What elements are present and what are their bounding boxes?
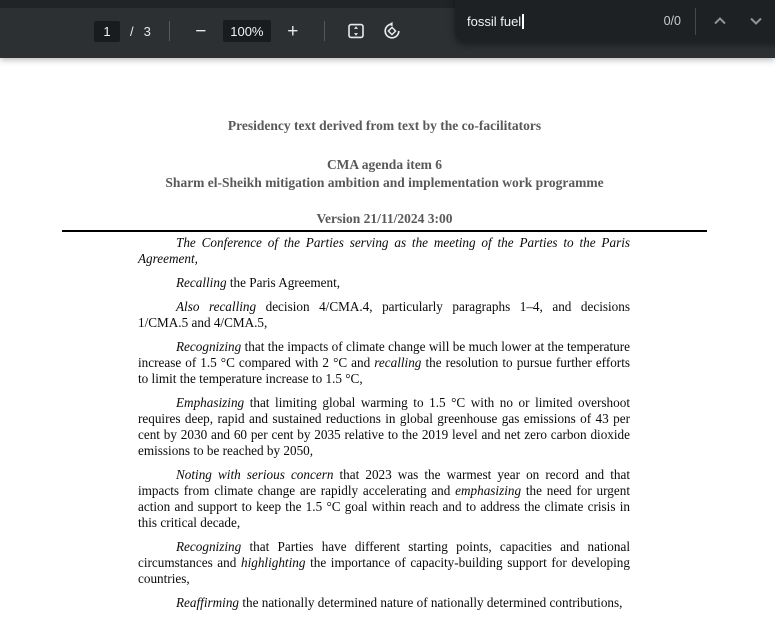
text-caret: [522, 14, 524, 29]
paragraph-run: that limiting global warming to 1.5 °C with no or limited overshoot requires deep, rapid and sustained reductions in global greenhouse gas emissions of 43 per cent by 2030 and 60 per cent by 2035 relative to the 2019 level and net zero carbon dioxide emissions to be reached by 2050,: [138, 395, 630, 458]
paragraph-run: decision 4/CMA.4, particularly paragraphs 1–4, and decisions 1/CMA.5 and 4/CMA.5,: [138, 299, 630, 330]
document-body: [138, 235, 630, 618]
find-bar: [455, 0, 775, 42]
paragraph-run: the nationally determined nature of nationally determined contributions,: [239, 595, 623, 610]
zoom-in-button[interactable]: [280, 18, 306, 44]
paragraph-run-italic: Recalling: [176, 275, 227, 290]
page-count-label: 3: [143, 23, 151, 39]
paragraph-run-italic: Reaffirming: [176, 595, 240, 610]
paragraph-run: the importance of capacity-building support for developing countries,: [138, 555, 630, 586]
match-counter: 0/0: [663, 14, 681, 28]
toolbar-controls: [94, 8, 405, 54]
document-subtitle: [62, 156, 707, 192]
document-paragraph: [138, 299, 630, 331]
document-paragraph: [138, 339, 630, 387]
paragraph-run-italic: Recognizing: [176, 539, 242, 554]
document-page: [0, 58, 775, 618]
toolbar-divider: [169, 21, 170, 41]
rotate-counterclockwise-icon: [382, 21, 402, 41]
paragraph-run: that 2023 was the warmest year on record and that impacts from climate change are rapidly accelerating and: [138, 467, 630, 498]
rotate-counterclockwise-button[interactable]: [379, 18, 405, 44]
document-subtitle-line2: Sharm el-Sheikh mitigation ambition and implementation work programme: [165, 175, 604, 190]
paragraph-run: that Parties have different starting points, capacities and national circumstances and: [138, 539, 630, 570]
document-paragraph: [138, 467, 630, 531]
paragraph-run-italic: Emphasizing: [176, 395, 245, 410]
zoom-out-button[interactable]: [188, 18, 214, 44]
document-paragraph: [138, 275, 630, 291]
find-previous-button[interactable]: [705, 6, 735, 36]
paragraph-run-italic: recalling: [374, 355, 422, 370]
toolbar-divider: [324, 21, 325, 41]
chevron-down-icon: [746, 11, 766, 31]
plus-icon: +: [287, 20, 299, 42]
paragraph-run-italic: emphasizing: [455, 483, 522, 498]
paragraph-run-italic: Also recalling: [176, 299, 257, 314]
paragraph-run: the need for urgent action and support to keep the 1.5 °C goal within reach and to address the climate crisis in this critical decade,: [138, 483, 630, 530]
paragraph-run-italic: highlighting: [240, 555, 306, 570]
paragraph-run: the resolution to pursue further efforts to limit the temperature increase to 1.5 °C,: [138, 355, 630, 386]
find-next-button[interactable]: [741, 6, 771, 36]
find-input[interactable]: [467, 14, 524, 29]
zoom-level-input[interactable]: 100%: [223, 20, 271, 42]
page-separator-label: /: [130, 23, 134, 39]
paragraph-run: the Paris Agreement,: [226, 275, 341, 290]
paragraph-run: that the impacts of climate change will be much lower at the temperature increase of 1.5 °C compared with 2 °C and: [138, 339, 630, 370]
document-paragraph: [138, 595, 630, 611]
document-title: Presidency text derived from text by the co-facilitators: [227, 118, 542, 133]
paragraph-run-italic: The Conference of the Parties serving as the meeting of the Parties to the Paris Agreement,: [138, 235, 630, 266]
document-paragraph: [138, 235, 630, 267]
chevron-up-icon: [710, 11, 730, 31]
document-paragraph: [138, 395, 630, 459]
horizontal-rule: [62, 230, 707, 232]
fit-to-page-icon: [346, 21, 366, 41]
page-number-input[interactable]: [94, 21, 120, 42]
fit-to-page-button[interactable]: [343, 18, 369, 44]
paragraph-run-italic: Recognizing: [176, 339, 242, 354]
minus-icon: −: [195, 20, 207, 42]
document-subtitle-line1: CMA agenda item 6: [326, 157, 443, 172]
find-bar-divider: [695, 8, 696, 35]
document-paragraph: [138, 539, 630, 587]
document-version-line: Version 21/11/2024 3:00: [316, 211, 453, 226]
paragraph-run-italic: Noting with serious concern: [176, 467, 334, 482]
find-query-text: fossil fuel: [467, 13, 522, 29]
